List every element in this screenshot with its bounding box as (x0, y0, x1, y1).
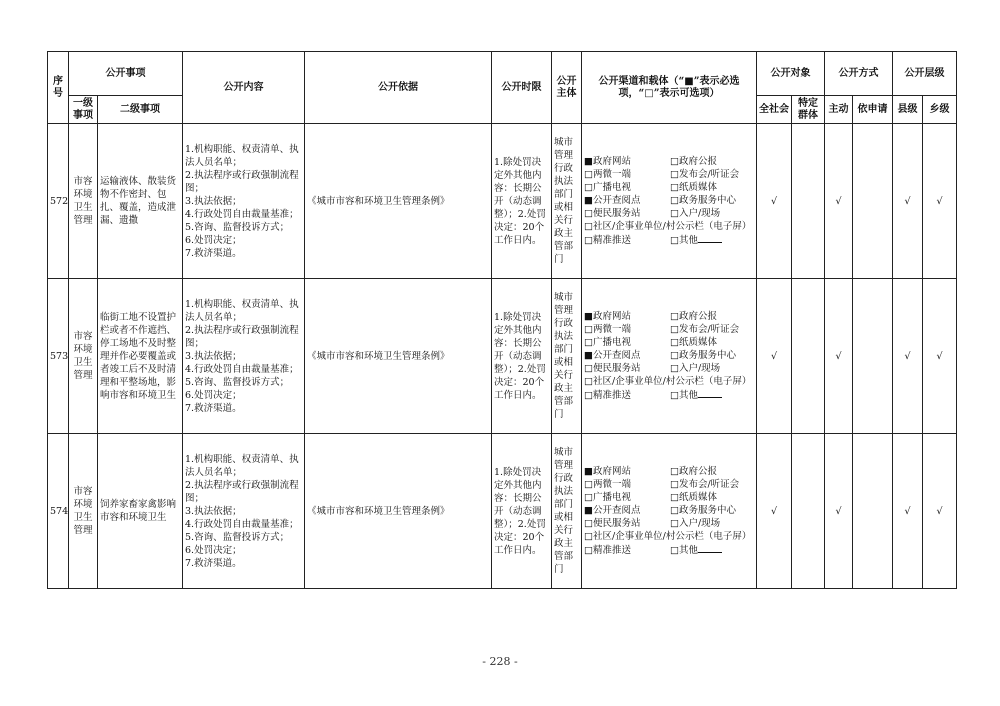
header-channels: 公开渠道和载体（“■”表示必选项，“□”表示可选项） (582, 52, 757, 124)
channel-precise-push: □精准推送 (584, 235, 631, 246)
level1-item: 市容环境卫生管理 (69, 434, 98, 589)
check-all-society: √ (757, 124, 792, 279)
content-line: 6.处罚决定； (185, 544, 242, 556)
channel-convenience: □便民服务站 (584, 208, 641, 219)
header-subject: 公开主体 (552, 52, 582, 124)
channel-community: □社区/企事业单位/村公示栏（电子屏） (584, 221, 752, 232)
channel-two-micro: □两微一端 (584, 169, 631, 180)
content-line: 7.救济渠道。 (185, 557, 242, 569)
channel-community: □社区/企事业单位/村公示栏（电子屏） (584, 376, 752, 387)
content-line: 7.救济渠道。 (185, 247, 242, 259)
channel-two-micro: □两微一端 (584, 479, 631, 490)
header-township: 乡级 (923, 96, 957, 124)
table-row (48, 124, 957, 279)
content-line: 3.执法依据； (185, 350, 242, 362)
content-line: 4.行政处罚自由裁量基准； (185, 518, 299, 530)
header-level1: 一级事项 (69, 96, 98, 124)
channel-other: □其他 (670, 388, 722, 402)
disclosure-basis: 《城市市容和环境卫生管理条例》 (305, 434, 492, 589)
content-line: 4.行政处罚自由裁量基准； (185, 363, 299, 375)
time-limit: 1.除处罚决定外其他内容：长期公开（动态调整）；2.处罚决定：20个工作日内。 (492, 279, 552, 434)
header-content: 公开内容 (183, 52, 305, 124)
channels-cell (582, 124, 757, 279)
disclosure-basis: 《城市市容和环境卫生管理条例》 (305, 279, 492, 434)
channel-broadcast: □广播电视 (584, 337, 631, 348)
content-line: 7.救济渠道。 (185, 402, 242, 414)
header-active: 主动 (825, 96, 853, 124)
check-county: √ (893, 279, 923, 434)
check-specific (792, 124, 825, 279)
channel-broadcast: □广播电视 (584, 182, 631, 193)
disclosure-table (47, 51, 957, 589)
channel-gov-gazette: □政府公报 (670, 466, 717, 477)
content-line: 5.咨询、监督投诉方式； (185, 531, 290, 543)
header-specific: 特定群体 (792, 96, 825, 124)
check-on-request (853, 124, 893, 279)
content-line: 1.机构职能、权责清单、执法人员名单； (185, 298, 299, 323)
header-level: 公开层级 (893, 52, 957, 96)
check-active: √ (825, 124, 853, 279)
disclosure-subject: 城市管理行政执法部门或相关行政主管部门 (552, 124, 582, 279)
channel-press-conf: □发布会/听证会 (670, 479, 740, 490)
check-all-society: √ (757, 279, 792, 434)
channel-public-reading: ■公开查阅点 (584, 505, 641, 516)
check-county: √ (893, 124, 923, 279)
header-basis: 公开依据 (305, 52, 492, 124)
row-number: 573 (48, 279, 69, 434)
blank-line (698, 543, 722, 553)
channel-other: □其他 (670, 233, 722, 247)
header-all-society: 全社会 (757, 96, 792, 124)
channel-service-center: □政务服务中心 (670, 505, 736, 516)
content-line: 2.执法程序或行政强制流程图； (185, 169, 299, 194)
content-line: 3.执法依据； (185, 195, 242, 207)
check-township: √ (923, 124, 957, 279)
check-township: √ (923, 279, 957, 434)
channel-gov-site: ■政府网站 (584, 156, 631, 167)
row-number: 574 (48, 434, 69, 589)
content-line: 2.执法程序或行政强制流程图； (185, 479, 299, 504)
level2-item: 临街工地不设置护栏或者不作遮挡、停工场地不及时整理并作必要覆盖或者竣工后不及时清理和平整场地，影响市容和环境卫生 (98, 279, 183, 434)
header-method: 公开方式 (825, 52, 893, 96)
check-county: √ (893, 434, 923, 589)
time-limit: 1.除处罚决定外其他内容：长期公开（动态调整）；2.处罚决定：20个工作日内。 (492, 124, 552, 279)
level1-item: 市容环境卫生管理 (69, 279, 98, 434)
content-line: 2.执法程序或行政强制流程图； (185, 324, 299, 349)
level1-item: 市容环境卫生管理 (69, 124, 98, 279)
header-county: 县级 (893, 96, 923, 124)
channel-gov-site: ■政府网站 (584, 311, 631, 322)
channel-public-reading: ■公开查阅点 (584, 350, 641, 361)
channel-precise-push: □精准推送 (584, 545, 631, 556)
channel-broadcast: □广播电视 (584, 492, 631, 503)
header-on-request: 依申请 (853, 96, 893, 124)
header-time-limit: 公开时限 (492, 52, 552, 124)
disclosure-subject: 城市管理行政执法部门或相关行政主管部门 (552, 434, 582, 589)
content-line: 6.处罚决定； (185, 389, 242, 401)
channel-press-conf: □发布会/听证会 (670, 169, 740, 180)
channel-paper-media: □纸质媒体 (670, 182, 717, 193)
disclosure-basis: 《城市市容和环境卫生管理条例》 (305, 124, 492, 279)
check-all-society: √ (757, 434, 792, 589)
content-line: 1.机构职能、权责清单、执法人员名单； (185, 453, 299, 478)
content-line: 6.处罚决定； (185, 234, 242, 246)
row-number: 572 (48, 124, 69, 279)
check-township: √ (923, 434, 957, 589)
blank-line (698, 388, 722, 398)
channel-door-to-door: □入户/现场 (670, 208, 721, 219)
check-active: √ (825, 434, 853, 589)
channel-community: □社区/企事业单位/村公示栏（电子屏） (584, 531, 752, 542)
page-number: - 228 - (482, 655, 518, 668)
disclosure-content (183, 279, 305, 434)
channel-public-reading: ■公开查阅点 (584, 195, 641, 206)
channel-paper-media: □纸质媒体 (670, 492, 717, 503)
channel-door-to-door: □入户/现场 (670, 518, 721, 529)
channel-service-center: □政务服务中心 (670, 350, 736, 361)
header-items: 公开事项 (69, 52, 183, 96)
channel-service-center: □政务服务中心 (670, 195, 736, 206)
channel-other: □其他 (670, 543, 722, 557)
channel-paper-media: □纸质媒体 (670, 337, 717, 348)
channel-door-to-door: □入户/现场 (670, 363, 721, 374)
content-line: 5.咨询、监督投诉方式； (185, 221, 290, 233)
header-seq: 序号 (48, 52, 69, 124)
content-line: 3.执法依据； (185, 505, 242, 517)
check-on-request (853, 434, 893, 589)
level2-item: 饲养家畜家禽影响市容和环境卫生 (98, 434, 183, 589)
table-row (48, 434, 957, 589)
header-level2: 二级事项 (98, 96, 183, 124)
content-line: 5.咨询、监督投诉方式； (185, 376, 290, 388)
header-target: 公开对象 (757, 52, 825, 96)
channel-convenience: □便民服务站 (584, 518, 641, 529)
channels-cell (582, 434, 757, 589)
check-specific (792, 279, 825, 434)
channel-two-micro: □两微一端 (584, 324, 631, 335)
check-specific (792, 434, 825, 589)
content-line: 4.行政处罚自由裁量基准； (185, 208, 299, 220)
channel-press-conf: □发布会/听证会 (670, 324, 740, 335)
table-row (48, 279, 957, 434)
channel-convenience: □便民服务站 (584, 363, 641, 374)
disclosure-content (183, 434, 305, 589)
level2-item: 运输液体、散装货物不作密封、包扎、覆盖，造成泄漏、遗撒 (98, 124, 183, 279)
channel-gov-gazette: □政府公报 (670, 311, 717, 322)
channel-gov-gazette: □政府公报 (670, 156, 717, 167)
check-active: √ (825, 279, 853, 434)
channel-precise-push: □精准推送 (584, 390, 631, 401)
blank-line (698, 233, 722, 243)
channels-cell (582, 279, 757, 434)
check-on-request (853, 279, 893, 434)
disclosure-content (183, 124, 305, 279)
time-limit: 1.除处罚决定外其他内容：长期公开（动态调整）；2.处罚决定：20个工作日内。 (492, 434, 552, 589)
content-line: 1.机构职能、权责清单、执法人员名单； (185, 143, 299, 168)
disclosure-subject: 城市管理行政执法部门或相关行政主管部门 (552, 279, 582, 434)
channel-gov-site: ■政府网站 (584, 466, 631, 477)
